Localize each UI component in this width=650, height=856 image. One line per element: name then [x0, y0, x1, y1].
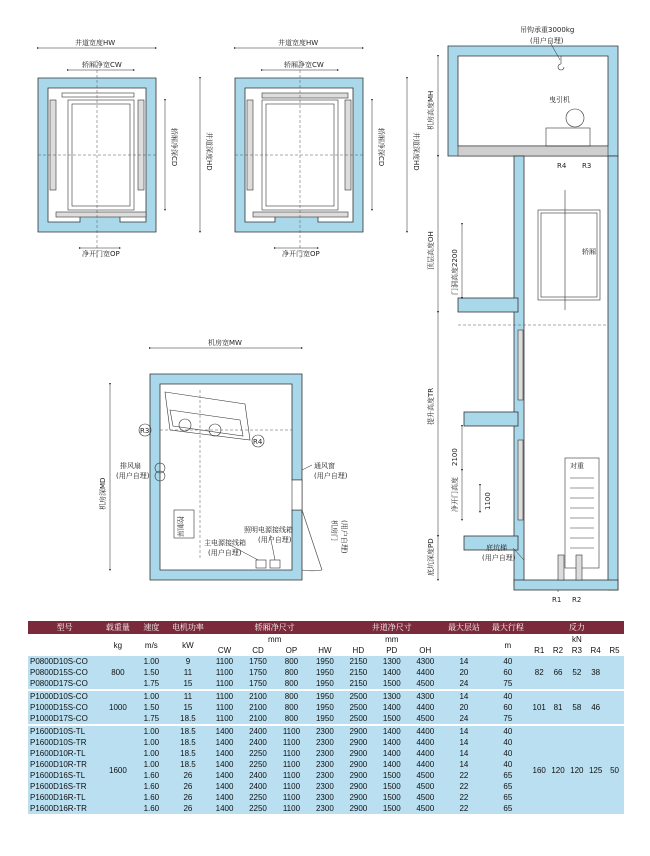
top-height-label: 顶层高度OH	[427, 231, 435, 270]
cell-hw: 2300	[308, 759, 341, 770]
cell-travel: 65	[486, 781, 530, 792]
plan2-cw-label: 轿厢净宽CW	[284, 61, 324, 69]
cell-speed: 1.00	[135, 656, 168, 667]
cell-travel: 40	[486, 737, 530, 748]
pit-depth-label: 底坑深度PD	[427, 538, 435, 576]
cell-r1: 101	[530, 690, 549, 725]
th-max-floors: 最大层站	[442, 621, 486, 634]
cell-pd: 1500	[375, 803, 408, 814]
section-r1: R1	[552, 596, 562, 604]
cell-model: P1600D16S-TL	[28, 770, 101, 781]
th-cd: CD	[241, 645, 274, 656]
cell-r1: 82	[530, 656, 549, 690]
cell-travel: 65	[486, 792, 530, 803]
unit-shaft: mm	[342, 634, 442, 645]
cell-op: 800	[275, 667, 308, 678]
mr-height-label: 机房高度MH	[427, 90, 435, 130]
cell-hw: 2300	[308, 748, 341, 759]
cell-oh: 4500	[409, 678, 442, 690]
plan1-hw-label: 井道宽度HW	[75, 39, 116, 47]
th-op: OP	[275, 645, 308, 656]
cell-power: 26	[168, 803, 208, 814]
cell-speed: 1.60	[135, 792, 168, 803]
th-reaction: 反力	[530, 621, 624, 634]
cell-pd: 1500	[375, 781, 408, 792]
cell-op: 800	[275, 690, 308, 702]
cell-oh: 4300	[409, 656, 442, 667]
cell-op: 1100	[275, 748, 308, 759]
cell-model: P0800D15S-CO	[28, 667, 101, 678]
cell-cd: 2100	[241, 713, 274, 725]
cell-oh: 4400	[409, 737, 442, 748]
cell-op: 1100	[275, 803, 308, 814]
cell-hw: 1950	[308, 702, 341, 713]
cell-floors: 22	[442, 770, 486, 781]
cell-pd: 1400	[375, 667, 408, 678]
cell-cw: 1100	[208, 678, 241, 690]
cell-power: 18.5	[168, 725, 208, 737]
cell-model: P1600D10R-TL	[28, 748, 101, 759]
cell-hd: 2900	[342, 759, 375, 770]
th-car-size: 轿厢净尺寸	[208, 621, 342, 634]
pit-ladder-label: 底坑梯	[486, 544, 507, 552]
cell-travel: 40	[486, 748, 530, 759]
table-row	[28, 656, 624, 667]
cell-oh: 4400	[409, 725, 442, 737]
cell-r2: 120	[549, 725, 568, 814]
th-hd: HD	[342, 645, 375, 656]
unit-reaction: kN	[530, 634, 624, 645]
cell-hd: 2500	[342, 713, 375, 725]
cell-speed: 1.00	[135, 748, 168, 759]
cell-pd: 1300	[375, 690, 408, 702]
th-pd: PD	[375, 645, 408, 656]
car-label: 轿厢	[582, 248, 596, 256]
cell-speed: 1.60	[135, 803, 168, 814]
cell-power: 15	[168, 702, 208, 713]
plan2-op-label: 净开门宽OP	[282, 250, 320, 258]
th-speed: 速度	[135, 621, 168, 634]
control-cabinet-label: 控制屏	[176, 516, 184, 537]
cell-r3: 52	[567, 656, 586, 690]
cell-travel: 40	[486, 690, 530, 702]
cell-r4: 125	[586, 725, 605, 814]
cell-model: P1600D10R-TR	[28, 759, 101, 770]
cell-floors: 14	[442, 690, 486, 702]
vent-window-note: (用户自理)	[314, 472, 348, 480]
cell-cd: 2250	[241, 803, 274, 814]
cell-floors: 14	[442, 748, 486, 759]
cell-hd: 2900	[342, 737, 375, 748]
mr-door-note: (用户自理)	[340, 520, 348, 554]
cell-r5	[605, 690, 624, 725]
cell-op: 1100	[275, 759, 308, 770]
cell-hd: 2150	[342, 678, 375, 690]
cell-hw: 1950	[308, 667, 341, 678]
mr-width-label: 机房宽MW	[208, 339, 242, 347]
cell-cw: 1100	[208, 690, 241, 702]
cell-travel: 75	[486, 713, 530, 725]
pit-ladder-note: (用户自理)	[482, 554, 516, 562]
cell-hw: 1950	[308, 656, 341, 667]
hoistway-section	[426, 25, 618, 604]
cell-hd: 2900	[342, 781, 375, 792]
cell-model: P1000D17S-CO	[28, 713, 101, 725]
cell-cd: 2250	[241, 748, 274, 759]
cell-oh: 4500	[409, 781, 442, 792]
cell-cd: 2400	[241, 737, 274, 748]
cell-r5: 50	[605, 725, 624, 814]
section-r4: R4	[557, 162, 567, 170]
clear-door-height-label: 净开门高度	[451, 477, 459, 512]
cell-cw: 1400	[208, 725, 241, 737]
cell-speed: 1.00	[135, 725, 168, 737]
unit-car: mm	[208, 634, 342, 645]
cell-r3: 58	[567, 690, 586, 725]
cell-pd: 1300	[375, 656, 408, 667]
cell-power: 18.5	[168, 759, 208, 770]
cell-speed: 1.50	[135, 702, 168, 713]
lighting-box-note: (用户自理)	[258, 536, 292, 544]
plan1-hd-label: 井道深度HD	[205, 132, 213, 171]
cell-hd: 2900	[342, 792, 375, 803]
cell-power: 11	[168, 667, 208, 678]
cell-power: 9	[168, 656, 208, 667]
cell-travel: 65	[486, 803, 530, 814]
cell-r2: 66	[549, 656, 568, 690]
cell-model: P1600D16S-TR	[28, 781, 101, 792]
th-model: 型号	[28, 621, 101, 634]
cell-oh: 4500	[409, 792, 442, 803]
cell-op: 800	[275, 702, 308, 713]
cell-speed: 1.60	[135, 781, 168, 792]
th-load: 载重量	[101, 621, 134, 634]
cell-cd: 1750	[241, 656, 274, 667]
lighting-box-label: 照明电源接线箱	[244, 526, 293, 534]
th-max-travel: 最大行程	[486, 621, 530, 634]
spec-table	[28, 621, 624, 814]
door-height-label: 门洞高度2200	[451, 249, 459, 295]
cell-cd: 2250	[241, 759, 274, 770]
cell-pd: 1400	[375, 725, 408, 737]
cell-cw: 1400	[208, 792, 241, 803]
th-hw: HW	[308, 645, 341, 656]
plan1-op-label: 净开门宽OP	[82, 250, 120, 258]
cell-power: 26	[168, 770, 208, 781]
cell-cw: 1100	[208, 656, 241, 667]
th-oh: OH	[409, 645, 442, 656]
cell-op: 800	[275, 678, 308, 690]
travel-label: 提升高度TR	[427, 387, 435, 425]
mr-r4: R4	[253, 438, 263, 446]
cell-op: 1100	[275, 725, 308, 737]
cell-oh: 4400	[409, 759, 442, 770]
cell-hd: 2150	[342, 656, 375, 667]
spec-table-body	[28, 656, 624, 814]
cell-model: P1600D10S-TR	[28, 737, 101, 748]
main-power-box-note: (用户自理)	[208, 549, 242, 557]
cell-cw: 1400	[208, 748, 241, 759]
cell-op: 800	[275, 713, 308, 725]
cell-r4: 46	[586, 690, 605, 725]
cell-travel: 60	[486, 702, 530, 713]
mr-depth-label: 机房深MD	[99, 477, 107, 510]
cell-floors: 24	[442, 713, 486, 725]
cell-cw: 1100	[208, 713, 241, 725]
cell-speed: 1.75	[135, 713, 168, 725]
cell-oh: 4400	[409, 702, 442, 713]
cell-power: 18.5	[168, 713, 208, 725]
cell-r3: 120	[567, 725, 586, 814]
plan1-cd-label: 轿厢净深CD	[170, 128, 178, 167]
cell-op: 1100	[275, 737, 308, 748]
cell-cw: 1100	[208, 667, 241, 678]
cell-r4: 38	[586, 656, 605, 690]
cell-op: 1100	[275, 770, 308, 781]
cell-floors: 14	[442, 759, 486, 770]
th-r1: R1	[530, 645, 549, 656]
plan2-cd-label: 轿厢净深CD	[377, 128, 385, 167]
unit-power: kW	[168, 634, 208, 656]
cell-op: 1100	[275, 781, 308, 792]
th-cw: CW	[208, 645, 241, 656]
cell-hd: 2900	[342, 725, 375, 737]
cell-model: P1600D16R-TL	[28, 792, 101, 803]
cell-op: 1100	[275, 792, 308, 803]
cell-r5	[605, 656, 624, 690]
cell-travel: 65	[486, 770, 530, 781]
cell-hw: 1950	[308, 690, 341, 702]
th-r3: R3	[567, 645, 586, 656]
th-floors-blank	[442, 634, 486, 656]
dim-2100: 2100	[451, 448, 459, 466]
dim-1100: 1100	[484, 492, 492, 510]
cell-speed: 1.00	[135, 759, 168, 770]
exhaust-fan-label: 排风扇	[120, 462, 141, 470]
plan1-cw-label: 轿厢净宽CW	[82, 61, 122, 69]
cell-oh: 4500	[409, 803, 442, 814]
cell-cw: 1400	[208, 803, 241, 814]
cell-hw: 1950	[308, 713, 341, 725]
cell-hw: 2300	[308, 725, 341, 737]
traction-machine-label: 曳引机	[549, 96, 570, 104]
cell-cd: 2400	[241, 781, 274, 792]
cell-floors: 22	[442, 792, 486, 803]
cell-cd: 2250	[241, 792, 274, 803]
unit-travel: m	[486, 634, 530, 656]
cell-model: P1600D10S-TL	[28, 725, 101, 737]
cell-floors: 14	[442, 656, 486, 667]
cell-hd: 2500	[342, 690, 375, 702]
cell-model: P0800D17S-CO	[28, 678, 101, 690]
cell-speed: 1.00	[135, 690, 168, 702]
vent-window-label: 通风窗	[314, 462, 335, 470]
cell-floors: 14	[442, 737, 486, 748]
cell-travel: 40	[486, 656, 530, 667]
th-model-blank	[28, 634, 101, 656]
cell-load: 800	[101, 656, 134, 690]
cell-hw: 2300	[308, 737, 341, 748]
cell-oh: 4500	[409, 770, 442, 781]
mr-r3: R3	[140, 427, 150, 435]
cell-floors: 22	[442, 781, 486, 792]
cell-r2: 81	[549, 690, 568, 725]
section-r2: R2	[572, 596, 582, 604]
cell-power: 26	[168, 781, 208, 792]
cell-pd: 1400	[375, 702, 408, 713]
cell-speed: 1.00	[135, 737, 168, 748]
th-power: 电机功率	[168, 621, 208, 634]
th-r4: R4	[586, 645, 605, 656]
cell-travel: 40	[486, 725, 530, 737]
cell-model: P1000D15S-CO	[28, 702, 101, 713]
cell-speed: 1.60	[135, 770, 168, 781]
hoistway-plan-1	[38, 38, 214, 258]
cell-floors: 24	[442, 678, 486, 690]
cell-op: 800	[275, 656, 308, 667]
cell-pd: 1500	[375, 792, 408, 803]
cell-model: P1000D10S-CO	[28, 690, 101, 702]
cell-pd: 1400	[375, 748, 408, 759]
cell-oh: 4400	[409, 748, 442, 759]
cell-load: 1600	[101, 725, 134, 814]
cell-hw: 2300	[308, 770, 341, 781]
cell-hw: 2300	[308, 781, 341, 792]
hoistway-plan-2	[235, 38, 421, 258]
cell-oh: 4500	[409, 713, 442, 725]
cell-cw: 1400	[208, 781, 241, 792]
machine-room-plan	[98, 338, 349, 580]
cell-power: 18.5	[168, 748, 208, 759]
cell-travel: 60	[486, 667, 530, 678]
cell-pd: 1500	[375, 678, 408, 690]
unit-speed: m/s	[135, 634, 168, 656]
cell-pd: 1400	[375, 759, 408, 770]
cell-hd: 2150	[342, 667, 375, 678]
cell-floors: 20	[442, 667, 486, 678]
counterweight-label: 对重	[570, 462, 584, 470]
cell-hw: 1950	[308, 678, 341, 690]
table-row	[28, 690, 624, 702]
cell-cw: 1400	[208, 737, 241, 748]
cell-hd: 2500	[342, 702, 375, 713]
th-r5: R5	[605, 645, 624, 656]
cell-power: 18.5	[168, 737, 208, 748]
cell-cd: 1750	[241, 678, 274, 690]
cell-cd: 2400	[241, 725, 274, 737]
cell-pd: 1500	[375, 713, 408, 725]
cell-power: 11	[168, 690, 208, 702]
hook-load-label: 吊钩承重3000kg	[520, 26, 575, 34]
cell-speed: 1.75	[135, 678, 168, 690]
cell-floors: 22	[442, 803, 486, 814]
cell-cw: 1400	[208, 759, 241, 770]
cell-load: 1000	[101, 690, 134, 725]
cell-oh: 4400	[409, 667, 442, 678]
cell-hw: 2300	[308, 803, 341, 814]
cell-hd: 2900	[342, 803, 375, 814]
cell-travel: 40	[486, 759, 530, 770]
cell-pd: 1500	[375, 770, 408, 781]
cell-cw: 1100	[208, 702, 241, 713]
cell-power: 15	[168, 678, 208, 690]
cell-travel: 75	[486, 678, 530, 690]
cell-hw: 2300	[308, 792, 341, 803]
plan2-hw-label: 井道宽度HW	[278, 39, 319, 47]
cell-model: P0800D10S-CO	[28, 656, 101, 667]
cell-r1: 160	[530, 725, 549, 814]
main-power-box-label: 主电源接线箱	[204, 539, 246, 547]
cell-power: 26	[168, 792, 208, 803]
cell-cd: 1750	[241, 667, 274, 678]
cell-model: P1600D16R-TR	[28, 803, 101, 814]
cell-oh: 4300	[409, 690, 442, 702]
cell-floors: 20	[442, 702, 486, 713]
cell-pd: 1400	[375, 737, 408, 748]
table-row	[28, 725, 624, 737]
cell-floors: 14	[442, 725, 486, 737]
hook-note: (用户自理)	[530, 37, 564, 45]
th-shaft-size: 井道净尺寸	[342, 621, 442, 634]
cell-cd: 2100	[241, 702, 274, 713]
cell-hd: 2900	[342, 770, 375, 781]
cell-cd: 2400	[241, 770, 274, 781]
exhaust-fan-note: (用户自理)	[116, 472, 150, 480]
unit-load: kg	[101, 634, 134, 656]
cell-speed: 1.50	[135, 667, 168, 678]
cell-hd: 2900	[342, 748, 375, 759]
cell-cw: 1400	[208, 770, 241, 781]
mr-door-label: 机房门	[330, 520, 338, 541]
cell-cd: 2100	[241, 690, 274, 702]
plan2-hd-label: 井道深度HD	[412, 132, 420, 171]
th-r2: R2	[549, 645, 568, 656]
section-r3: R3	[582, 162, 592, 170]
